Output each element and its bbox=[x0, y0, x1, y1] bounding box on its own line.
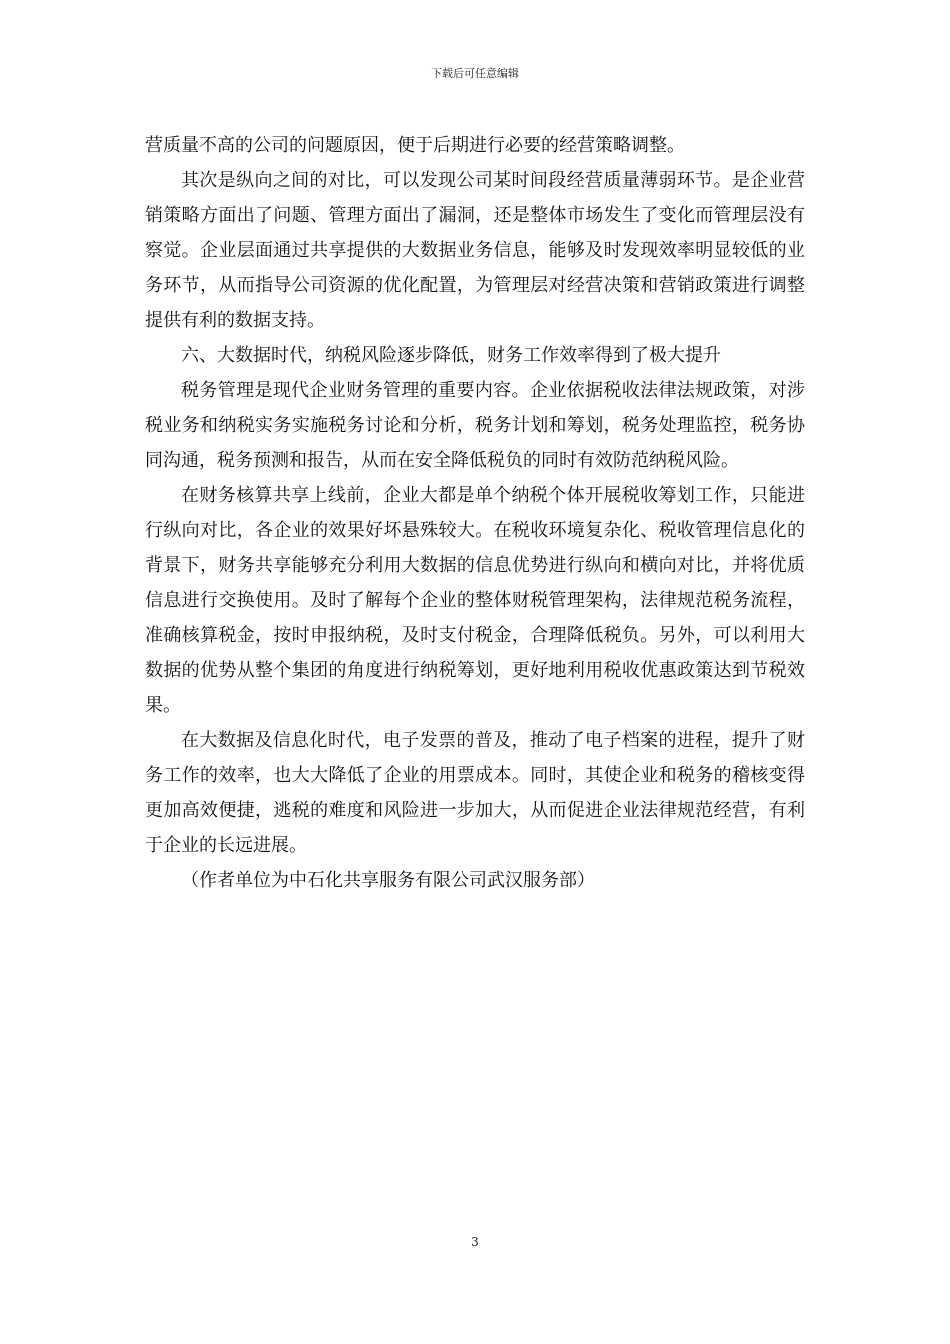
paragraph-tax-management: 税务管理是现代企业财务管理的重要内容。企业依据税收法律法规政策，对涉税业务和纳税实务实施税务讨论和分析，税务计划和筹划，税务处理监控，税务协同沟通，税务预测和报告，从而在安全降低税负的同时有效防范纳税风险。 bbox=[145, 380, 805, 471]
author-affiliation: （作者单位为中石化共享服务有限公司武汉服务部） bbox=[181, 870, 595, 891]
document-body bbox=[145, 128, 805, 898]
section-heading: 六、大数据时代，纳税风险逐步降低，财务工作效率得到了极大提升 bbox=[181, 345, 721, 366]
paragraph-tax-planning: 在财务核算共享上线前，企业大都是单个纳税个体开展税收筹划工作，只能进行纵向对比，各企业的效果好坏悬殊较大。在税收环境复杂化、税收管理信息化的背景下，财务共享能够充分利用大数据的信息优势进行纵向和横向对比，并将优质信息进行交换使用。及时了解每个企业的整体财税管理架构，法律规范税务流程，准确核算税金，按时申报纳税，及时支付税金，合理降低税负。另外，可以利用大数据的优势从整个集团的角度进行纳税筹划，更好地利用税收优惠政策达到节税效果。 bbox=[145, 485, 805, 716]
paragraph-continuation: 营质量不高的公司的问题原因，便于后期进行必要的经营策略调整。 bbox=[145, 135, 685, 156]
page-number: 3 bbox=[471, 1235, 479, 1249]
paragraph-electronic-invoice: 在大数据及信息化时代，电子发票的普及，推动了电子档案的进程，提升了财务工作的效率，也大大降低了企业的用票成本。同时，其使企业和税务的稽核变得更加高效便捷，逃税的难度和风险进一步加大，从而促进企业法律规范经营，有利于企业的长远进展。 bbox=[145, 730, 805, 856]
page-header: 下载后可任意编辑 bbox=[431, 67, 519, 80]
paragraph-vertical-comparison: 其次是纵向之间的对比，可以发现公司某时间段经营质量薄弱环节。是企业营销策略方面出了问题、管理方面出了漏洞，还是整体市场发生了变化而管理层没有察觉。企业层面通过共享提供的大数据业务信息，能够及时发现效率明显较低的业务环节，从而指导公司资源的优化配置，为管理层对经营决策和营销政策进行调整提供有利的数据支持。 bbox=[145, 170, 805, 331]
